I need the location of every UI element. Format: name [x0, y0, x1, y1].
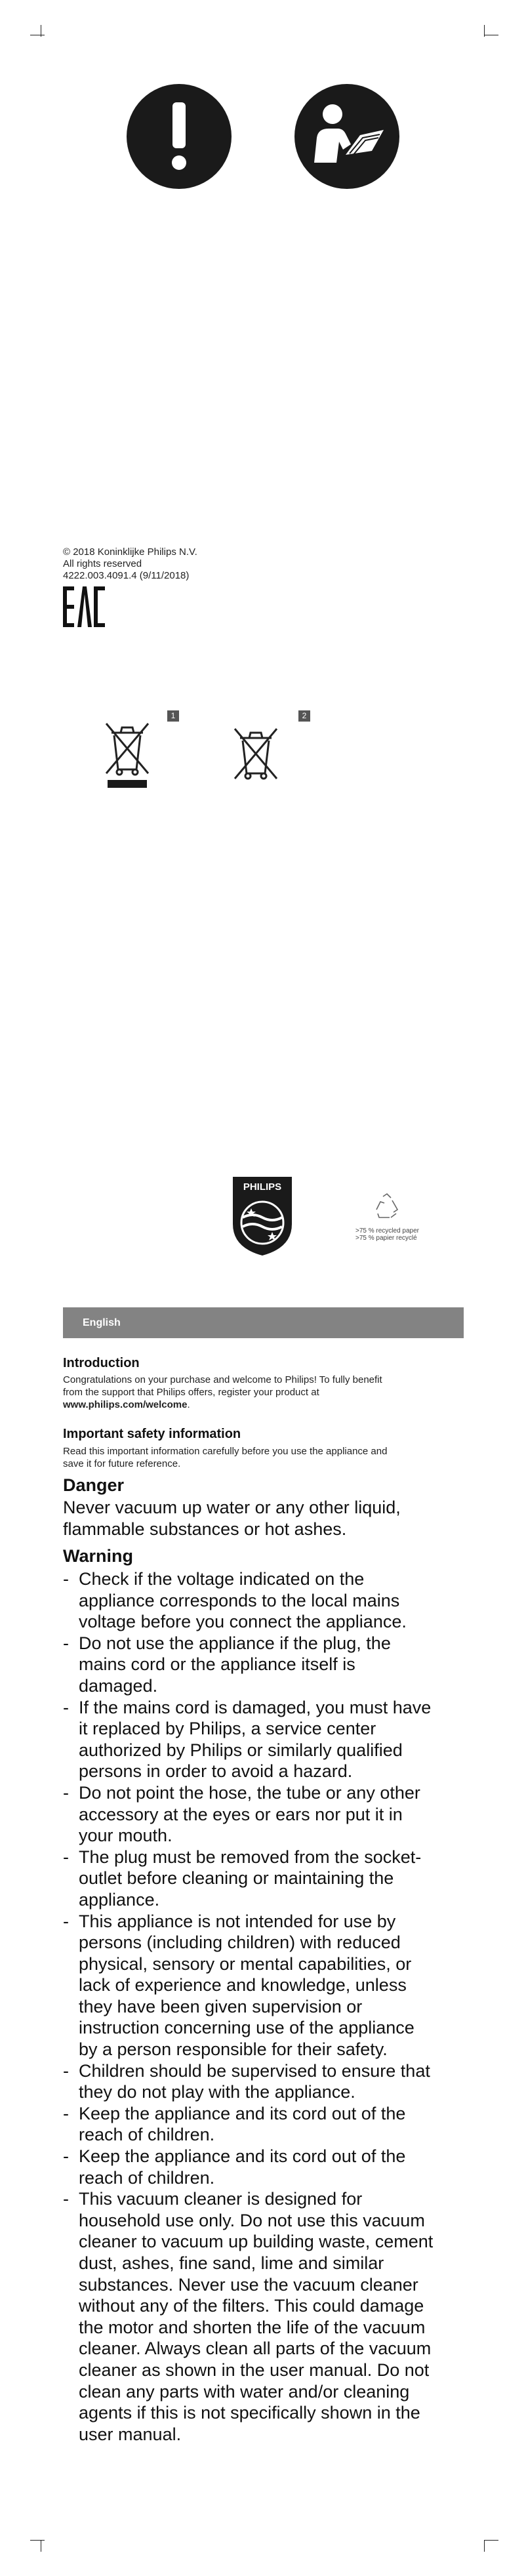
- read-manual-icon: [294, 84, 399, 189]
- warning-item-line: they do not play with the appliance.: [79, 2082, 355, 2102]
- introduction-line: from the support that Philips offers, register your product at: [63, 1387, 319, 1398]
- crossed-bin-battery-icon: [232, 724, 279, 781]
- introduction-line: Congratulations on your purchase and welcome to Philips! To fully benefit: [63, 1374, 382, 1385]
- warning-item: [63, 1782, 470, 1847]
- warning-item: [63, 1697, 470, 1782]
- warning-item: [63, 1633, 470, 1697]
- warning-heading: Warning: [63, 1546, 133, 1566]
- warning-item-line: mains cord or the appliance itself is: [79, 1654, 355, 1675]
- warning-item-line: appliance corresponds to the local mains: [79, 1590, 400, 1610]
- warning-item-line: - This appliance is not intended for use by: [79, 1911, 396, 1931]
- crop-mark: [30, 2540, 45, 2541]
- warning-item: [63, 2188, 470, 2445]
- warning-item-line: physical, sensory or mental capabilities, or: [79, 1953, 412, 1974]
- warning-item: [63, 1847, 470, 1911]
- period: .: [187, 1399, 190, 1410]
- warning-item-line: instruction concerning use of the appliance: [79, 2018, 415, 2038]
- warning-item: [63, 2103, 470, 2146]
- warning-item-line: reach of children.: [79, 2125, 215, 2145]
- danger-line: Never vacuum up water or any other liquid,: [63, 1498, 401, 1517]
- warning-item-line: accessory at the eyes or ears nor put it in: [79, 1804, 403, 1824]
- recycled-paper-en: >75 % recycled paper: [355, 1227, 420, 1235]
- warning-item-line: your mouth.: [79, 1826, 172, 1846]
- warning-item-line: reach of children.: [79, 2167, 215, 2188]
- warning-item-line: - Check if the voltage indicated on the: [79, 1569, 365, 1589]
- crop-mark: [484, 25, 485, 37]
- warning-item-line: - Do not point the hose, the tube or any other: [79, 1782, 420, 1803]
- copyright-block: [63, 546, 197, 582]
- eac-certification-icon: [62, 585, 106, 628]
- rights-text: All rights reserved: [63, 558, 142, 569]
- safety-text: [63, 1445, 387, 1470]
- philips-wordmark: PHILIPS: [243, 1181, 282, 1193]
- warning-item-line: cleaner. Always clean all parts of the vacuum: [79, 2339, 432, 2359]
- recycled-paper-note: [355, 1227, 419, 1242]
- language-label: English: [83, 1317, 121, 1328]
- philips-shield-logo: [232, 1174, 293, 1257]
- warning-item-line: substances. Never use the vacuum cleaner: [79, 2274, 418, 2295]
- warning-item: [63, 2146, 470, 2188]
- warning-item-line: authorized by Philips or similarly qualified: [79, 1740, 403, 1760]
- warning-item-line: appliance.: [79, 1889, 160, 1910]
- warning-item-line: damaged.: [79, 1675, 158, 1696]
- recycled-paper-fr: >75 % papier recyclé: [355, 1235, 417, 1242]
- language-bar: [63, 1307, 464, 1338]
- philips-welcome-link[interactable]: www.philips.com/welcome: [63, 1399, 188, 1410]
- crop-mark: [484, 2540, 498, 2541]
- safety-line: save it for future reference.: [63, 1458, 181, 1469]
- danger-line: flammable substances or hot ashes.: [63, 1519, 347, 1539]
- warning-item-line: persons (including children) with reduced: [79, 1932, 401, 1953]
- warning-item-line: cleaner to vacuum up building waste, cement: [79, 2232, 434, 2252]
- warning-item-line: agents if this is not specifically shown in the: [79, 2403, 420, 2423]
- warning-item-line: they have been given supervision or: [79, 1996, 363, 2016]
- warning-item: [63, 2060, 470, 2103]
- warning-item-line: the motor and shorten the life of the vacuum: [79, 2317, 426, 2337]
- warning-item-line: - Keep the appliance and its cord out of the: [79, 2146, 406, 2167]
- warning-item-line: by a person responsible for their safety.: [79, 2039, 388, 2060]
- warning-item-line: - Do not use the appliance if the plug, the: [79, 1633, 391, 1653]
- warning-item-line: voltage before you connect the appliance.: [79, 1612, 407, 1632]
- warning-item: [63, 1911, 470, 2060]
- warning-item-line: - Children should be supervised to ensure that: [79, 2060, 430, 2081]
- warning-item-line: clean any parts with water and/or cleaning: [79, 2381, 410, 2402]
- danger-text: [63, 1497, 401, 1540]
- warning-item: [63, 1568, 470, 1633]
- warning-item-line: without any of the filters. This could damage: [79, 2296, 424, 2316]
- warning-item-line: - This vacuum cleaner is designed for: [79, 2189, 363, 2209]
- warning-item-line: - If the mains cord is damaged, you must have: [79, 1697, 432, 1717]
- warning-item-line: lack of experience and knowledge, unless: [79, 1975, 407, 1995]
- warning-item-line: dust, ashes, fine sand, lime and similar: [79, 2253, 384, 2273]
- figure-badge-2: 2: [298, 710, 310, 722]
- warning-item-line: household use only. Do not use this vacuum: [79, 2210, 425, 2230]
- recycle-icon: [373, 1193, 401, 1220]
- warning-list: [63, 1568, 470, 2445]
- safety-heading: Important safety information: [63, 1427, 241, 1441]
- figure-badge-1: 1: [167, 710, 179, 722]
- warning-item-line: - Keep the appliance and its cord out of the: [79, 2103, 406, 2123]
- crop-mark: [484, 2540, 485, 2552]
- document-number: 4222.003.4091.4 (9/11/2018): [63, 570, 190, 581]
- warning-item-line: it replaced by Philips, a service center: [79, 1719, 376, 1739]
- danger-heading: Danger: [63, 1475, 125, 1495]
- introduction-heading: Introduction: [63, 1356, 140, 1370]
- warning-item-line: - The plug must be removed from the socket-: [79, 1847, 422, 1867]
- warning-item-line: user manual.: [79, 2424, 182, 2444]
- introduction-text: [63, 1374, 382, 1411]
- warning-item-line: cleaner as shown in the user manual. Do not: [79, 2360, 430, 2380]
- copyright-text: © 2018 Koninklijke Philips N.V.: [63, 546, 197, 558]
- exclamation-warning-icon: [127, 84, 232, 189]
- crossed-bin-icon: [104, 718, 151, 789]
- warning-item-line: persons in order to avoid a hazard.: [79, 1761, 353, 1782]
- warning-item-line: outlet before cleaning or maintaining the: [79, 1868, 394, 1889]
- safety-line: Read this important information carefully before you use the appliance and: [63, 1446, 388, 1457]
